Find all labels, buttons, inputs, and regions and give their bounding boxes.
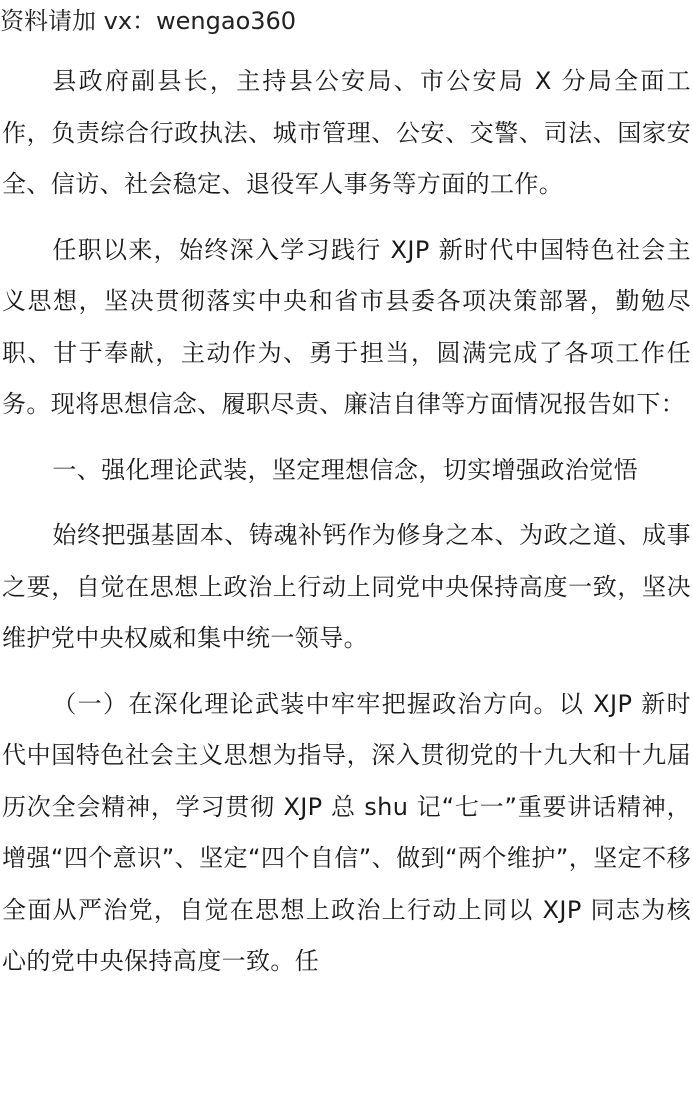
subsection-paragraph: （一）在深化理论武装中牢牢把握政治方向。以 XJP 新时代中国特色社会主义思想为指导，深入贯彻党的十九大和十九届历次全会精神，学习贯彻 XJP 总 shu 记“七一”重要讲话精神，增强“四个意识”、坚定“四个自信”、做到“两个维护”，坚定不移全面从严治党，自觉在思想上政治上行动上同以 XJP 同志为核心的党中央保持高度一致。任 [2, 689, 691, 975]
section-heading: 一、强化理论武装，坚定理想信念，切实增强政治觉悟 [52, 455, 638, 484]
section-intro-paragraph: 始终把强基固本、铸魂补钙作为修身之本、为政之道、成事之要，自觉在思想上政治上行动上同党中央保持高度一致，坚决维护党中央权威和集中统一领导。 [2, 521, 691, 652]
summary-paragraph: 任职以来，始终深入学习践行 XJP 新时代中国特色社会主义思想，坚决贯彻落实中央和省市县委各项决策部署，勤勉尽职、甘于奉献，主动作为、勇于担当，圆满完成了各项工作任务。现将思想信念、履职尽责、廉洁自律等方面情况报告如下： [2, 235, 691, 418]
article-body [2, 56, 691, 1002]
intro-paragraph: 县政府副县长，主持县公安局、市公安局 X 分局全面工作，负责综合行政执法、城市管理、公安、交警、司法、国家安全、信访、社会稳定、退役军人事务等方面的工作。 [2, 67, 691, 198]
contact-line: 资料请加 vx：wengao360 [0, 7, 297, 35]
